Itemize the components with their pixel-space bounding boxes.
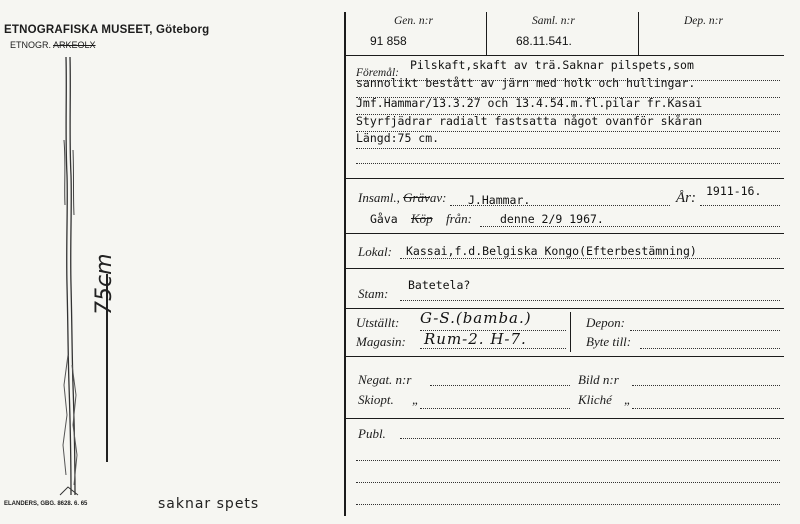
ethno-prefix: ETNOGR.	[10, 40, 52, 50]
byte-label: Byte till:	[586, 334, 632, 349]
utstallt-label: Utställt:	[356, 315, 400, 330]
insaml-struck: Gräv	[403, 190, 430, 205]
rule-saml-dep	[638, 12, 639, 55]
negat-label: Negat. n:r	[358, 372, 412, 387]
dep-label: Dep. n:r	[684, 15, 723, 27]
rule-gen-saml	[486, 12, 487, 55]
rule-header	[344, 55, 784, 56]
printer-imprint: ELANDERS, GBG. 8628. 6. 65	[4, 501, 88, 507]
card-left-border	[344, 12, 346, 516]
foremal-line-2: sannolikt bestått av järn med holk och hullingar.	[356, 76, 696, 90]
missing-note: saknar spets	[158, 496, 260, 512]
gava-label: Gåva	[370, 212, 398, 226]
insaml-label-after: av:	[429, 190, 447, 205]
museum-header: ETNOGRAFISKA MUSEET, Göteborg	[4, 24, 210, 36]
ethno-struck: ARKEOLX	[53, 40, 96, 50]
gen-value: 91 858	[370, 34, 407, 48]
rule-media	[344, 418, 784, 419]
rule-stam	[344, 308, 784, 309]
gen-label: Gen. n:r	[394, 15, 433, 27]
saml-value: 68.11.541.	[516, 34, 572, 48]
rule-storage	[344, 356, 784, 357]
foremal-line-1: Pilskaft,skaft av trä.Saknar pilspets,som	[410, 58, 694, 72]
foremal-line-4: Styrfjädrar radialt fastsatta något ovanför skåran	[356, 114, 703, 128]
gava-struck: Köp	[411, 211, 433, 226]
ethno-label	[10, 40, 96, 50]
skiopt-value: „	[412, 392, 420, 407]
skiopt-label: Skiopt.	[358, 392, 394, 407]
kliche-label: Kliché	[578, 392, 612, 407]
magasin-value: Rum-2. H-7.	[424, 330, 527, 348]
year-label: År:	[676, 190, 696, 206]
foremal-line-5: Längd:75 cm.	[356, 131, 440, 145]
year-value: 1911-16.	[706, 184, 762, 198]
stam-value: Batetela?	[408, 278, 471, 292]
rule-foremal	[344, 178, 784, 179]
length-note: 75cm	[92, 253, 117, 315]
insaml-value: J.Hammar.	[468, 193, 531, 207]
foremal-label: Föremål:	[356, 67, 400, 79]
insaml-label-text: Insaml.,	[358, 190, 404, 205]
insaml-label	[358, 190, 446, 206]
lokal-value: Kassai,f.d.Belgiska Kongo(Efterbestämning)	[406, 244, 697, 258]
depon-label: Depon:	[586, 315, 625, 330]
rule-storage-split	[570, 312, 571, 352]
stam-label: Stam:	[358, 286, 389, 301]
kliche-value: „	[624, 392, 632, 407]
magasin-label: Magasin:	[356, 334, 406, 349]
utstallt-value: G-S.(bamba.)	[420, 309, 532, 327]
rule-lokal	[344, 268, 784, 269]
bild-label: Bild n:r	[578, 372, 619, 387]
fran-label: från:	[446, 211, 472, 226]
publ-label: Publ.	[358, 426, 386, 441]
saml-label: Saml. n:r	[532, 15, 575, 27]
rule-insaml	[344, 233, 784, 234]
fran-value: denne 2/9 1967.	[500, 212, 604, 226]
foremal-line-3: Jmf.Hammar/13.3.27 och 13.4.54.m.fl.pilar fr.Kasai	[356, 96, 703, 110]
lokal-label: Lokal:	[358, 244, 392, 259]
